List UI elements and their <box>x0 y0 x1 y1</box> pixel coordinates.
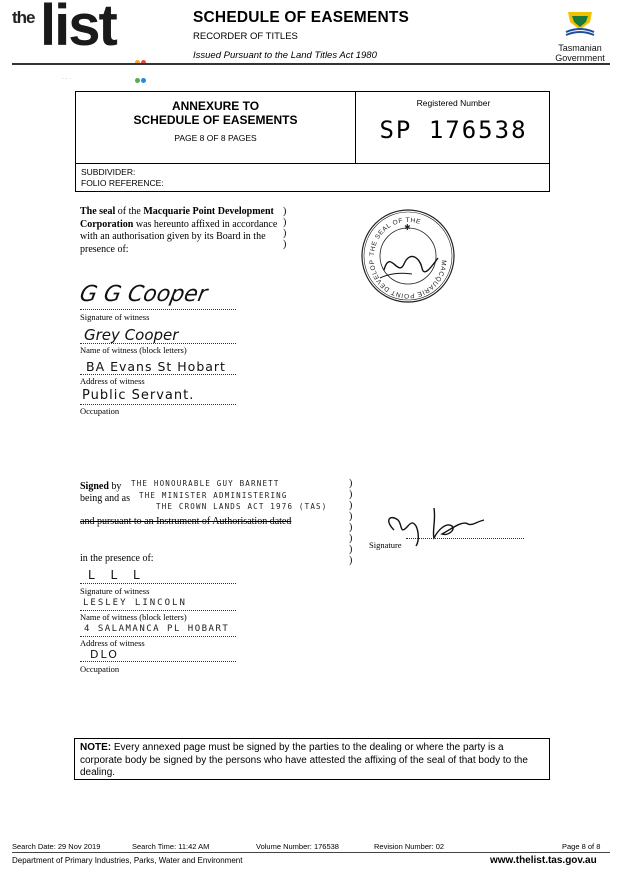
struck-authorisation-text: and pursuant to an Instrument of Authorisation dated <box>80 516 292 527</box>
witness1-occupation: Public Servant. <box>82 388 195 403</box>
tasmanian-tiger-icon <box>560 8 600 38</box>
subdivider-label: SUBDIVIDER: <box>81 167 136 177</box>
signed-by-label <box>80 481 121 492</box>
logo-dot <box>141 78 146 83</box>
seal-statement <box>80 206 285 256</box>
corporate-seal <box>360 208 456 304</box>
footer-divider <box>12 852 610 853</box>
header-divider <box>12 63 610 65</box>
thelist-logo <box>12 0 152 62</box>
seal-icon <box>360 208 456 304</box>
witness2-address: 4 SALAMANCA PL HOBART <box>84 624 230 634</box>
signature-caption: Signature <box>369 540 402 550</box>
revision-number: Revision Number: 02 <box>374 842 445 851</box>
signer-name: THE HONOURABLE GUY BARNETT <box>131 479 280 488</box>
page-title: SCHEDULE OF EASEMENTS <box>193 9 410 26</box>
witness2-address-caption: Address of witness <box>80 638 145 648</box>
registered-number: SP 176538 <box>379 116 528 144</box>
witness2-name-caption: Name of witness (block letters) <box>80 612 187 622</box>
bracket-column-2: ) ) ) ) ) ) ) ) <box>349 478 353 566</box>
being-and-as: being and as <box>80 493 130 504</box>
site-url[interactable]: www.thelist.tas.gov.au <box>490 855 597 866</box>
capacity-line2: THE CROWN LANDS ACT 1976 (TAS) <box>156 502 328 511</box>
witness1-signature: G G Cooper <box>77 282 210 307</box>
bracket-column: ) ) ) ) <box>283 206 287 250</box>
seal-ring-bottom: MACQUARIE POINT DEVELOP <box>368 259 448 300</box>
witness2-occupation-caption: Occupation <box>80 664 120 674</box>
witness2-name-line <box>80 610 236 611</box>
witness2-signature: L L L <box>88 568 146 582</box>
search-date: Search Date: 29 Nov 2019 <box>12 842 101 851</box>
witness1-name-line <box>80 343 236 344</box>
folio-reference-label: FOLIO REFERENCE: <box>81 178 164 188</box>
annexure-title-line1: ANNEXURE TO <box>171 99 260 113</box>
annexure-box <box>75 91 550 192</box>
note-text: Every annexed page must be signed by the parties to the dealing or where the party is a corporate body be signed by the persons who have attested the affixing of the seal of that body to the dealing. <box>80 742 528 778</box>
witness2-occupation-line <box>80 661 236 662</box>
page-number: Page 8 of 8 <box>562 842 601 851</box>
logo-the-text: the <box>12 8 35 27</box>
witness2-occupation: DLO <box>90 648 119 661</box>
page-info: PAGE 8 OF 8 PAGES <box>174 133 257 143</box>
witness2-signature-caption: Signature of witness <box>80 586 150 596</box>
signed-by-text: by <box>108 481 122 492</box>
svg-text:✱: ✱ <box>404 223 411 232</box>
seal-text-2: was hereunto affixed in accordance with an authorisation given by its Board in the presence of: <box>80 218 278 255</box>
annex-horizontal-divider <box>76 163 549 164</box>
note-box <box>74 738 550 780</box>
witness1-address-line <box>80 374 236 375</box>
witness1-signature-caption: Signature of witness <box>80 312 150 322</box>
seal-text-1: of the <box>115 206 144 217</box>
witness2-name: LESLEY LINCOLN <box>83 598 187 608</box>
signed-bold: Signed <box>80 481 109 492</box>
scan-mark: · · · <box>62 76 72 82</box>
gov-line1: Tasmanian <box>558 43 602 53</box>
recorder-of-titles: RECORDER OF TITLES <box>193 31 298 42</box>
in-presence-of: in the presence of: <box>80 553 154 564</box>
logo-dots <box>135 52 152 88</box>
department-name: Department of Primary Industries, Parks, Water and Environment <box>12 856 243 865</box>
witness1-signature-line <box>80 309 236 310</box>
witness1-address-caption: Address of witness <box>80 376 145 386</box>
minister-signature-text <box>380 505 386 506</box>
seal-bold-1: The seal <box>80 206 116 217</box>
seal-bold-2: Macquarie Point Development Corporation <box>80 206 274 230</box>
registered-number-label: Registered Number <box>416 98 491 108</box>
witness1-occupation-caption: Occupation <box>80 406 120 416</box>
logo-list-text: list <box>40 0 116 58</box>
witness1-name: Grey Cooper <box>84 326 179 344</box>
seal-ring-top: THE SEAL OF THE <box>368 217 422 257</box>
witness1-name-caption: Name of witness (block letters) <box>80 345 187 355</box>
gov-line2: Government <box>555 53 605 63</box>
witness2-address-line <box>80 636 236 637</box>
tasmanian-government-logo <box>548 8 612 63</box>
volume-number: Volume Number: 176538 <box>256 842 339 851</box>
signature-line <box>406 538 524 539</box>
issued-pursuant: Issued Pursuant to the Land Titles Act 1980 <box>193 50 377 61</box>
capacity-line1: THE MINISTER ADMINISTERING <box>139 491 288 500</box>
search-time: Search Time: 11:42 AM <box>132 842 210 851</box>
logo-dot <box>135 78 140 83</box>
witness1-occupation-line <box>80 404 236 405</box>
note-label: NOTE: <box>80 742 112 753</box>
witness1-address: BA Evans St Hobart <box>86 359 226 374</box>
witness2-signature-line <box>80 583 236 584</box>
annexure-title-line2: SCHEDULE OF EASEMENTS <box>133 113 298 127</box>
